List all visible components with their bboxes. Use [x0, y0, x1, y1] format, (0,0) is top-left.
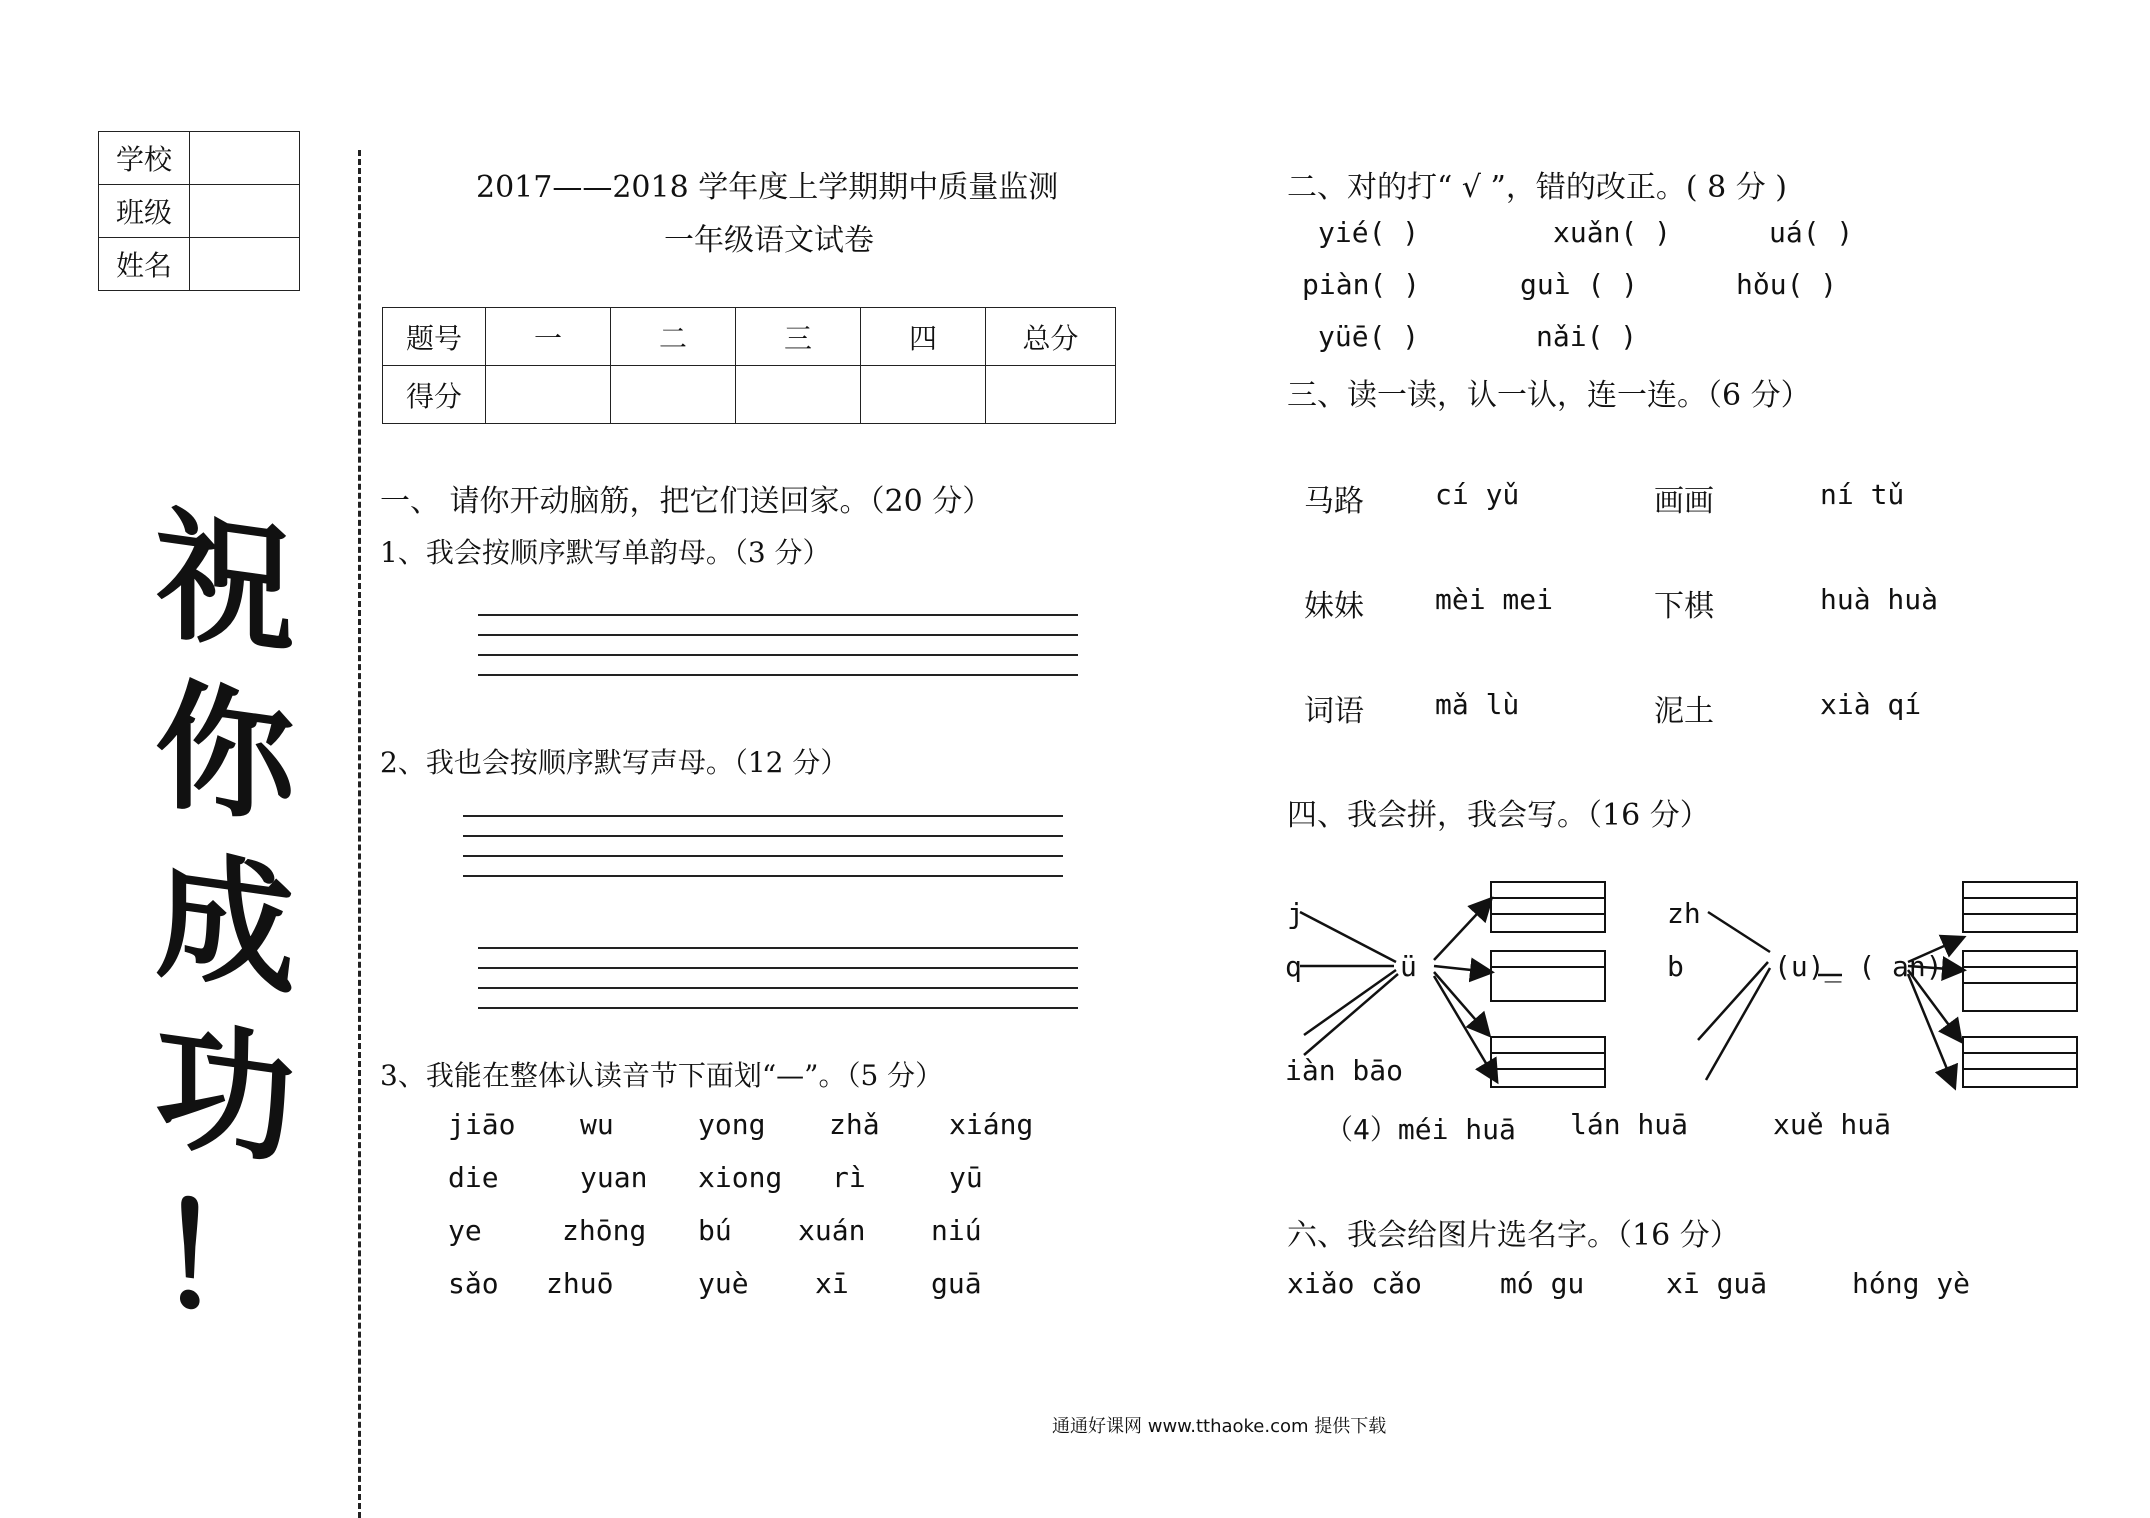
- syllable[interactable]: yū: [949, 1161, 983, 1194]
- score-header-cell: 二: [611, 308, 736, 366]
- syllable[interactable]: yuan: [580, 1161, 648, 1194]
- syllable[interactable]: yong: [698, 1108, 766, 1141]
- info-label-class: 班级: [99, 185, 190, 238]
- correction-item[interactable]: hǒu( ): [1736, 268, 1838, 301]
- syllable[interactable]: ye: [448, 1214, 482, 1247]
- syllable[interactable]: rì: [832, 1161, 866, 1194]
- syllable[interactable]: niú: [931, 1214, 982, 1247]
- blessing-char: 祝: [154, 493, 295, 676]
- correction-item[interactable]: piàn( ): [1302, 268, 1421, 301]
- section6-title: 六、我会给图片选名字。（16 分）: [1287, 1218, 1740, 1253]
- syllable[interactable]: die: [448, 1161, 499, 1194]
- correction-item[interactable]: xuǎn( ): [1553, 216, 1672, 249]
- match-word[interactable]: 马路: [1304, 484, 1364, 519]
- section1-q2: 2、我也会按顺序默写声母。（12 分）: [380, 746, 849, 779]
- section1-q3: 3、我能在整体认读音节下面划“—”。（5 分）: [380, 1059, 944, 1092]
- syllable[interactable]: xuán: [798, 1214, 866, 1247]
- page-subtitle: 一年级语文试卷: [664, 223, 874, 258]
- score-header-cell: 三: [736, 308, 861, 366]
- flower-item: xuě huā: [1773, 1108, 1892, 1141]
- score-header-cell: 一: [486, 308, 611, 366]
- syllable[interactable]: xiáng: [949, 1108, 1034, 1141]
- info-label-school: 学校: [99, 132, 190, 185]
- syllable[interactable]: yuè: [698, 1267, 749, 1300]
- flower-item: lán huā: [1570, 1108, 1689, 1141]
- match-word[interactable]: 泥土: [1654, 694, 1714, 729]
- match-word[interactable]: 画画: [1654, 484, 1714, 519]
- section3-title: 三、读一读，认一认，连一连。（6 分）: [1287, 378, 1811, 413]
- score-header-cell: 四: [861, 308, 986, 366]
- syllable[interactable]: bú: [698, 1214, 732, 1247]
- match-pinyin[interactable]: ní tǔ: [1820, 478, 1905, 511]
- match-word[interactable]: 下棋: [1654, 589, 1714, 624]
- match-pinyin[interactable]: huà huà: [1820, 583, 1939, 616]
- score-header-cell: 题号: [383, 308, 486, 366]
- syllable[interactable]: jiāo: [448, 1108, 516, 1141]
- syllable[interactable]: zhǎ: [829, 1108, 880, 1141]
- correction-item[interactable]: nǎi( ): [1536, 320, 1638, 353]
- section1-title: 一、 请你开动脑筋，把它们送回家。（20 分）: [380, 484, 993, 519]
- syllable[interactable]: zhōng: [562, 1214, 647, 1247]
- score-header-cell: 总分: [986, 308, 1116, 366]
- finals-u-an: (u)_ ( an): [1774, 950, 1943, 983]
- blessing-char: 功: [154, 1003, 295, 1186]
- section1-q1: 1、我会按顺序默写单韵母。（3 分）: [380, 536, 831, 569]
- syllable[interactable]: sǎo: [448, 1267, 499, 1300]
- picture-name-option[interactable]: hóng yè: [1852, 1267, 1971, 1300]
- initial-q: q: [1285, 950, 1302, 983]
- syllable[interactable]: xī: [815, 1267, 849, 1300]
- match-pinyin[interactable]: xià qí: [1820, 688, 1922, 721]
- picture-name-option[interactable]: mó gu: [1500, 1267, 1585, 1300]
- final-u-umlaut: ü: [1400, 950, 1417, 983]
- blessing-char: ！: [154, 1173, 295, 1356]
- flower-item: （4）méi huā: [1325, 1113, 1516, 1146]
- footer-credit: 通通好课网 www.tthaoke.com 提供下载: [1052, 1416, 1387, 1437]
- match-pinyin[interactable]: cí yǔ: [1435, 478, 1520, 511]
- page-title: 2017——2018 学年度上学期期中质量监测: [476, 170, 1059, 205]
- blessing-char: 你: [154, 663, 295, 846]
- syllable[interactable]: xiong: [698, 1161, 783, 1194]
- section4-title: 四、我会拼，我会写。（16 分）: [1287, 798, 1710, 833]
- correction-item[interactable]: guì ( ): [1520, 268, 1639, 301]
- match-pinyin[interactable]: mèi mei: [1435, 583, 1554, 616]
- blessing-char: 成: [154, 833, 295, 1016]
- match-word[interactable]: 词语: [1304, 694, 1364, 729]
- correction-item[interactable]: yüē( ): [1318, 320, 1420, 353]
- correction-item[interactable]: uá( ): [1769, 216, 1854, 249]
- section2-title: 二、对的打“ √ ”，错的改正。( 8 分 ): [1287, 170, 1787, 205]
- score-row-label: 得分: [383, 366, 486, 424]
- picture-name-option[interactable]: xiǎo cǎo: [1287, 1267, 1422, 1300]
- initial-zh: zh: [1667, 897, 1701, 930]
- match-word[interactable]: 妹妹: [1304, 589, 1364, 624]
- initial-j: j: [1287, 897, 1304, 930]
- syllable[interactable]: zhuō: [546, 1267, 614, 1300]
- info-label-name: 姓名: [99, 238, 190, 291]
- initial-b: b: [1667, 950, 1684, 983]
- picture-name-option[interactable]: xī guā: [1666, 1267, 1768, 1300]
- syllable[interactable]: guā: [931, 1267, 982, 1300]
- match-pinyin[interactable]: mǎ lù: [1435, 688, 1520, 721]
- label-ian-bao: iàn bāo: [1285, 1054, 1404, 1087]
- correction-item[interactable]: yié( ): [1318, 216, 1420, 249]
- syllable[interactable]: wu: [580, 1108, 614, 1141]
